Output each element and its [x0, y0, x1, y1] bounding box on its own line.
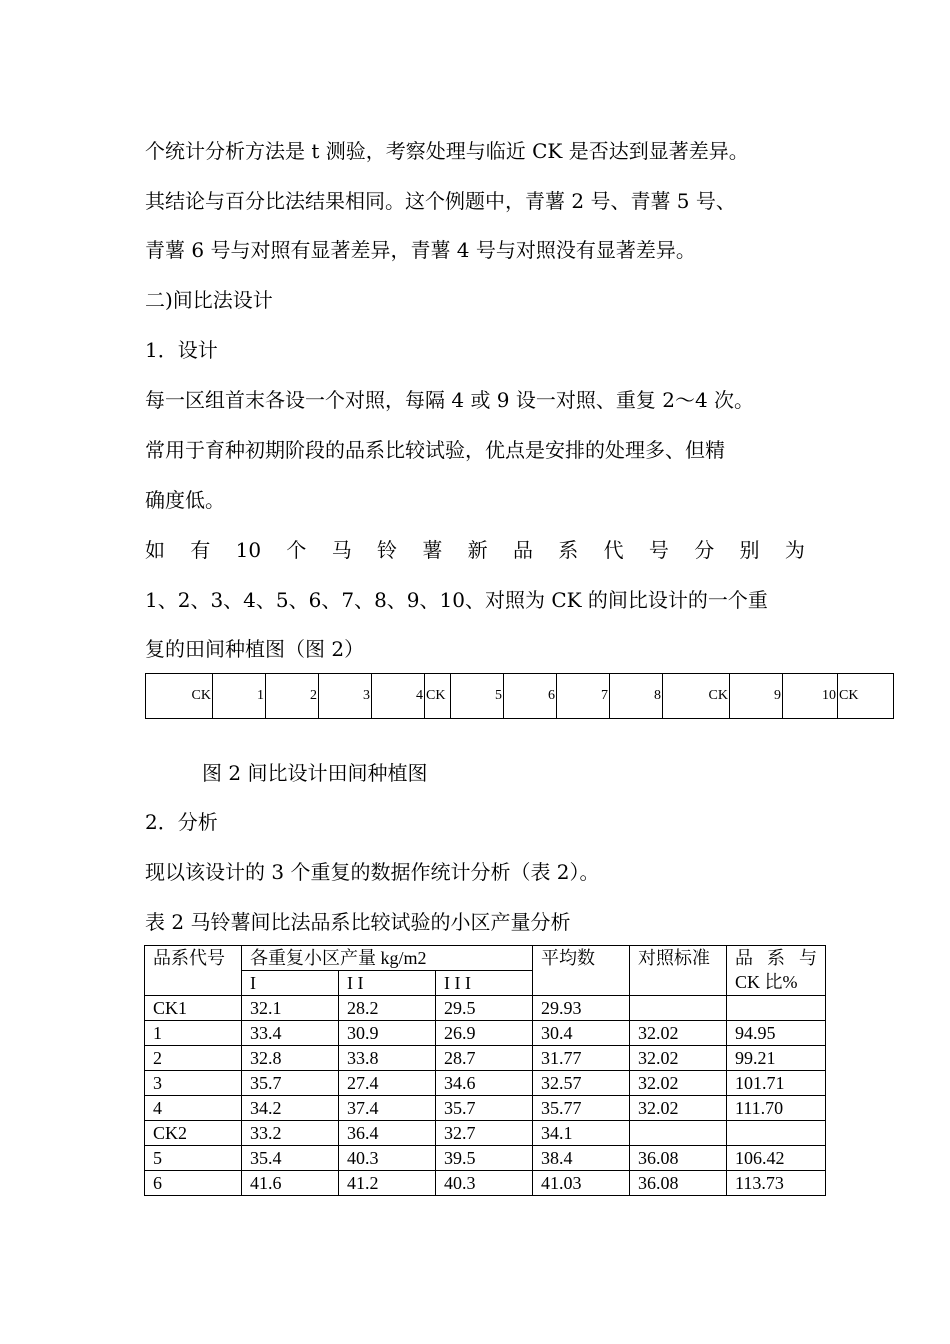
plot-cell: 7 [557, 674, 610, 719]
table-cell: 28.2 [339, 996, 436, 1021]
header-mean: 平均数 [533, 946, 630, 996]
table-cell: 111.70 [727, 1096, 826, 1121]
table-cell: 35.7 [242, 1071, 339, 1096]
table-cell: 32.7 [436, 1121, 533, 1146]
header-control: 对照标准 [630, 946, 727, 996]
table-cell: 106.42 [727, 1146, 826, 1171]
word: 号 [648, 538, 669, 562]
table-cell: 41.03 [533, 1171, 630, 1196]
word: 铃 [377, 538, 398, 562]
table-cell: 36.4 [339, 1121, 436, 1146]
table-row [145, 1171, 826, 1196]
word: 有 [190, 538, 211, 562]
paragraph-line: 确度低。 [145, 488, 225, 512]
paragraph-line: 常用于育种初期阶段的品系比较试验，优点是安排的处理多、但精 [145, 438, 725, 462]
table-cell: 32.02 [630, 1096, 727, 1121]
table-cell: 94.95 [727, 1021, 826, 1046]
table-cell: 33.8 [339, 1046, 436, 1071]
table-cell [630, 996, 727, 1021]
paragraph-line: 现以该设计的 3 个重复的数据作统计分析（表 2）。 [145, 860, 600, 884]
table-cell: 40.3 [339, 1146, 436, 1171]
word: 分 [694, 538, 715, 562]
justified-line [145, 536, 805, 564]
plot-cell: 6 [504, 674, 557, 719]
header-ratio-line2: CK 比% [735, 972, 798, 992]
plot-cell: 9 [730, 674, 783, 719]
table-cell: CK1 [145, 996, 242, 1021]
table-cell: CK2 [145, 1121, 242, 1146]
table-cell: 32.8 [242, 1046, 339, 1071]
table-cell: 32.02 [630, 1021, 727, 1046]
table-cell: 33.2 [242, 1121, 339, 1146]
word: 10 [235, 538, 262, 562]
paragraph-line: 个统计分析方法是 t 测验，考察处理与临近 CK 是否达到显著差异。 [145, 139, 749, 163]
plot-cell: 10 [783, 674, 838, 719]
table-cell: 30.4 [533, 1021, 630, 1046]
word: 别 [739, 538, 760, 562]
table-cell: 101.71 [727, 1071, 826, 1096]
table-cell: 29.5 [436, 996, 533, 1021]
plot-cell: CK [663, 674, 730, 719]
table-cell: 35.7 [436, 1096, 533, 1121]
header-rep1: I [242, 971, 339, 996]
header-yield: 各重复小区产量 kg/m2 [242, 946, 533, 971]
paragraph-line: 复的田间种植图（图 2） [145, 637, 365, 661]
table-cell: 41.2 [339, 1171, 436, 1196]
table-cell: 6 [145, 1171, 242, 1196]
table-cell: 36.08 [630, 1146, 727, 1171]
header-rep3: I I I [436, 971, 533, 996]
figure-caption: 图 2 间比设计田间种植图 [202, 761, 428, 785]
table-cell: 32.57 [533, 1071, 630, 1096]
table-cell: 34.6 [436, 1071, 533, 1096]
word: 个 [286, 538, 307, 562]
table-cell: 4 [145, 1096, 242, 1121]
table-row [145, 1071, 826, 1096]
table-cell: 1 [145, 1021, 242, 1046]
table-cell: 99.21 [727, 1046, 826, 1071]
word: 新 [467, 538, 488, 562]
plot-cell: 5 [451, 674, 504, 719]
table-cell: 38.4 [533, 1146, 630, 1171]
table-row [145, 996, 826, 1021]
paragraph-line: 1、2、3、4、5、6、7、8、9、10、对照为 CK 的间比设计的一个重 [145, 588, 768, 612]
header-rep2: I I [339, 971, 436, 996]
table-cell: 26.9 [436, 1021, 533, 1046]
word: 薯 [422, 538, 443, 562]
table-cell: 35.4 [242, 1146, 339, 1171]
table-cell: 30.9 [339, 1021, 436, 1046]
word: 品 [512, 538, 533, 562]
table-row [145, 1021, 826, 1046]
plot-cell: CK [838, 674, 894, 719]
table-cell: 37.4 [339, 1096, 436, 1121]
paragraph-line: 每一区组首末各设一个对照，每隔 4 或 9 设一对照、重复 2～4 次。 [145, 388, 755, 412]
table-cell: 33.4 [242, 1021, 339, 1046]
table-row [145, 1046, 826, 1071]
table-cell: 32.1 [242, 996, 339, 1021]
table-cell: 27.4 [339, 1071, 436, 1096]
plot-cell: 1 [213, 674, 266, 719]
table-cell [727, 1121, 826, 1146]
table-cell: 34.1 [533, 1121, 630, 1146]
table-row [145, 1096, 826, 1121]
plot-cell: 8 [610, 674, 663, 719]
plot-cell: 2 [266, 674, 319, 719]
field-plot-diagram [145, 673, 894, 719]
table-body [145, 996, 826, 1196]
section-heading: 二)间比法设计 [145, 288, 273, 312]
word: 系 [558, 538, 579, 562]
table-cell: 35.77 [533, 1096, 630, 1121]
table-caption: 表 2 马铃薯间比法品系比较试验的小区产量分析 [145, 910, 571, 934]
table-cell: 2 [145, 1046, 242, 1071]
table-row [145, 1146, 826, 1171]
table-cell: 28.7 [436, 1046, 533, 1071]
header-ratio [727, 946, 826, 996]
table-cell: 32.02 [630, 1046, 727, 1071]
table-cell: 34.2 [242, 1096, 339, 1121]
header-ratio-line1: 品 系 与 [735, 948, 818, 968]
table-cell: 40.3 [436, 1171, 533, 1196]
table-cell: 39.5 [436, 1146, 533, 1171]
word: 为 [784, 538, 805, 562]
table-cell: 3 [145, 1071, 242, 1096]
plot-cell: 4 [372, 674, 425, 719]
table-cell: 41.6 [242, 1171, 339, 1196]
plot-cell: 3 [319, 674, 372, 719]
table-cell: 29.93 [533, 996, 630, 1021]
design-heading: 1．设计 [145, 338, 218, 362]
table-cell [630, 1121, 727, 1146]
word: 马 [331, 538, 352, 562]
table-cell: 113.73 [727, 1171, 826, 1196]
plot-cell: CK [146, 674, 213, 719]
header-code: 品系代号 [145, 946, 242, 996]
table-cell: 36.08 [630, 1171, 727, 1196]
yield-analysis-table [144, 945, 826, 1196]
word: 代 [603, 538, 624, 562]
plot-cell: CK [425, 674, 451, 719]
table-cell: 31.77 [533, 1046, 630, 1071]
paragraph-line: 其结论与百分比法结果相同。这个例题中，青薯 2 号、青薯 5 号、 [145, 189, 736, 213]
analysis-heading: 2．分析 [145, 810, 218, 834]
table-cell: 32.02 [630, 1071, 727, 1096]
table-cell [727, 996, 826, 1021]
word: 如 [145, 538, 165, 562]
table-row [145, 1121, 826, 1146]
paragraph-line: 青薯 6 号与对照有显著差异，青薯 4 号与对照没有显著差异。 [145, 238, 696, 262]
table-cell: 5 [145, 1146, 242, 1171]
